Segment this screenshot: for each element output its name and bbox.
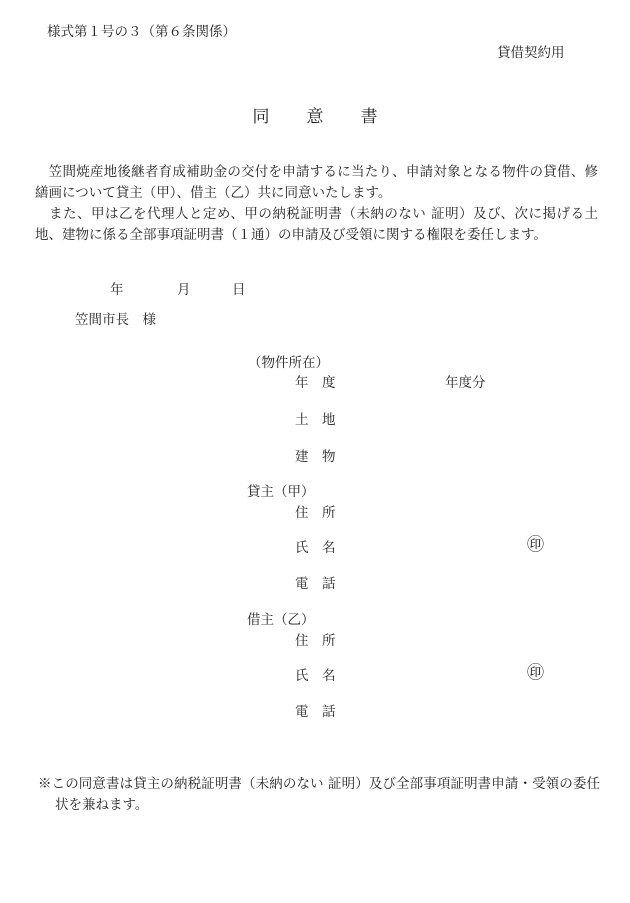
lessor-address-label: 住 所	[295, 505, 336, 521]
body-text	[35, 162, 598, 246]
body-paragraph-2: また、甲は乙を代理人と定め、甲の納税証明書（未納のない 証明）及び、次に掲げる土地、建物に係る全部事項証明書（１通）の申請及び受領に関する権限を委任します。	[35, 206, 598, 243]
fiscal-year-suffix: 年度分	[445, 375, 486, 391]
lessor-heading: 貸主（甲）	[247, 484, 315, 500]
lessee-seal-icon: ㊞	[527, 663, 544, 683]
footnote: ※この同意書は貸主の納税証明書（未納のない 証明）及び全部事項証明書申請・受領の委任状を兼ねます。	[38, 776, 600, 813]
addressee: 笠間市長 様	[75, 312, 156, 328]
property-location-heading: （物件所在）	[248, 355, 329, 371]
lessee-phone-label: 電 話	[295, 704, 336, 720]
lessor-name-label: 氏 名	[295, 540, 336, 556]
lessee-name-label: 氏 名	[295, 668, 336, 684]
fiscal-year-label: 年 度	[295, 375, 336, 391]
date-year-label: 年	[110, 282, 124, 298]
date-month-label: 月	[177, 282, 191, 298]
usage-tag: 貸借契約用	[497, 45, 565, 61]
page-title: 同 意 書	[252, 107, 388, 127]
lessor-phone-label: 電 話	[295, 576, 336, 592]
building-label: 建 物	[295, 449, 336, 465]
lessee-address-label: 住 所	[295, 633, 336, 649]
date-day-label: 日	[232, 282, 246, 298]
lessee-heading: 借主（乙）	[247, 612, 315, 628]
lessor-seal-icon: ㊞	[527, 535, 544, 555]
form-number: 様式第１号の３（第６条関係）	[47, 24, 236, 40]
land-label: 土 地	[295, 412, 336, 428]
body-paragraph-1: 笠間焼産地後継者育成補助金の交付を申請するに当たり、申請対象となる物件の貸借、修繕画について貸主（甲）、借主（乙）共に同意いたします。	[35, 164, 598, 201]
